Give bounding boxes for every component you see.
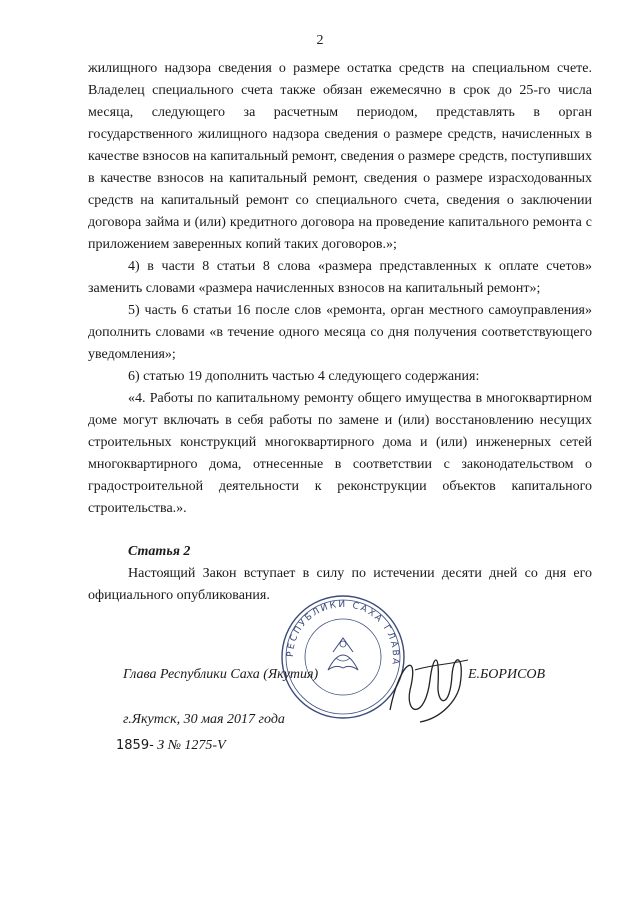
document-body <box>88 58 592 607</box>
paragraph-item-4: 4) в части 8 статьи 8 слова «размера представленных к оплате счетов» заменить словами «размера начисленных взносов на капитальный ремонт»; <box>88 259 592 296</box>
seal-text: РЕСПУБЛИКИ САХА ГЛАВА <box>285 599 401 667</box>
signer-position: Глава Республики Саха (Якутия) <box>123 667 319 682</box>
place-date: г.Якутск, 30 мая 2017 года <box>123 712 285 727</box>
paragraph-continuation: жилищного надзора сведения о размере остатка средств на специальном счете. Владелец специального счета также обязан ежемесячно в срок до 25-го числа месяца, следующего за расчетным периодом, представлять в орган государственного жилищного надзора сведения о размере средств, начисленных в качестве взносов на капитальный ремонт, сведения о размере средств, поступивших в качестве взносов на капитальный ремонт, сведения о размере израсходованных средств на капитальный ремонт со специального счета, сведения о заключении договора займа и (или) кредитного договора на проведение капитального ремонта с приложением заверенных копий таких договоров.»; <box>88 61 592 252</box>
paragraph-item-6: 6) статью 19 дополнить частью 4 следующего содержания: <box>128 369 480 384</box>
law-number <box>116 738 226 754</box>
law-number-printed: З № 1275-V <box>157 738 226 753</box>
signer-name: Е.БОРИСОВ <box>468 667 546 682</box>
page-number: 2 <box>316 33 324 48</box>
paragraph-item-5: 5) часть 6 статьи 16 после слов «ремонта, орган местного самоуправления» дополнить словами «в течение одного месяца со дня получения соответствующего уведомления»; <box>88 303 592 362</box>
article-text: Настоящий Закон вступает в силу по истечении десяти дней со дня его официального опубликования. <box>88 566 592 603</box>
article-title: Статья 2 <box>128 544 191 559</box>
handwritten-signature-icon <box>380 640 475 730</box>
paragraph-quote: «4. Работы по капитальному ремонту общего имущества в многоквартирном доме могут включать в себя работы по замене и (или) восстановлению несущих строительных конструкций многоквартирного дома и (или) инженерных сетей многоквартирного дома, отнесенные в соответствии с законодательством о градостроительной деятельности к реконструкции объектов капитального строительства.». <box>88 391 592 516</box>
law-number-handwritten: 1859- <box>116 738 154 753</box>
